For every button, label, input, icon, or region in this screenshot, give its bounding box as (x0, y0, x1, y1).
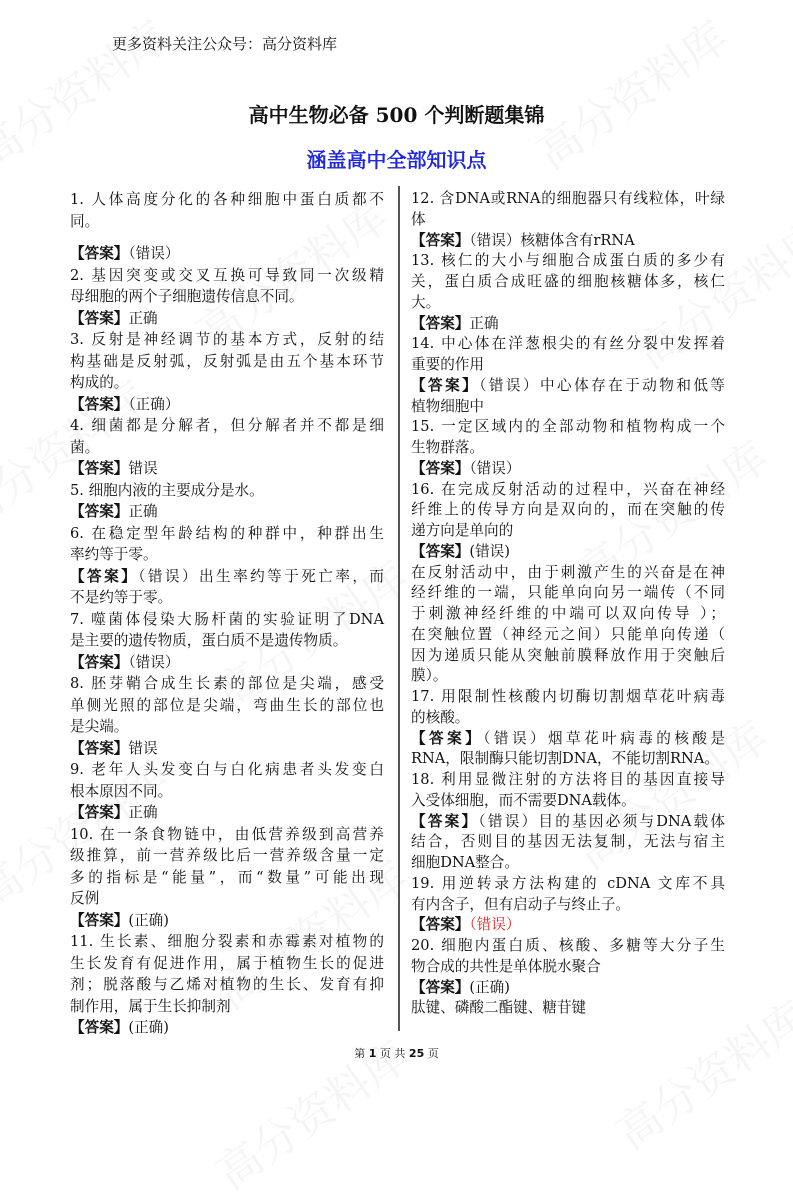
text-line: 14. 中心体在洋葱根尖的有丝分裂中发挥着 (411, 335, 725, 353)
question-item (411, 334, 725, 417)
answer-text: （错误） (469, 459, 521, 477)
answer-line (411, 397, 725, 418)
text-line: 纤维上的传导方向是双向的，而在突触的传 (411, 501, 725, 519)
answer-line (70, 652, 384, 674)
answer-text: （正确） (128, 395, 180, 413)
text-line: 1. 人体高度分化的各种细胞中蛋白质都不 (70, 191, 384, 208)
text-line: 母细胞的两个子细胞遗传信息不同。 (70, 288, 304, 305)
text-line: 9. 老年人头发变白与白化病患者头发变白 (70, 761, 384, 778)
answer-line (411, 231, 725, 252)
text-line: 率约等于零。 (70, 546, 158, 563)
text-line: 反例 (70, 890, 100, 907)
text-line: 有内含子，但有启动子与终止子。 (411, 895, 630, 913)
question-item (411, 936, 725, 1019)
answer-line (70, 1017, 384, 1039)
answer-label: 【答案】 (411, 542, 470, 560)
text-line: 4. 细菌都是分解者，但分解者并不都是细 (70, 417, 384, 434)
answer-line (70, 243, 384, 265)
answer-text: 正确 (128, 804, 158, 821)
column-divider (398, 186, 400, 1031)
text-line: 15. 一定区域内的全部动物和植物构成一个 (411, 418, 725, 436)
left-column (70, 189, 384, 1039)
answer-label: 【答案】 (70, 309, 129, 327)
text-line: 级推算，前一营养级比后一营养级含量一定 (70, 847, 384, 864)
answer-label: 【答案】 (411, 729, 484, 747)
footer-page-number: 1 (368, 1047, 377, 1060)
text-line: 13. 核仁的大小与细胞合成蛋白质的多少有 (411, 252, 725, 270)
text-line: 10. 在一条食物链中，由低营养级到高营养 (70, 825, 384, 843)
question-item (70, 329, 384, 415)
text-line: 递方向是单向的 (411, 522, 514, 539)
answer-label: 【答案】 (70, 1019, 129, 1036)
footer-total-pages: 25 (408, 1047, 425, 1060)
text-line: 12. 含DNA或RNA的细胞器只有线粒体，叶绿 (411, 190, 725, 207)
answer-text: 正确 (128, 503, 158, 520)
answer-text: 不是约等于零。 (70, 589, 173, 606)
text-line: 重要的作用 (411, 356, 484, 373)
answer-line (70, 501, 384, 523)
question-item (70, 673, 384, 759)
answer-text: (正确) (128, 1019, 169, 1036)
answer-line (70, 458, 384, 480)
answer-label: 【答案】 (411, 314, 470, 332)
text-line: 11. 生长素、细胞分裂素和赤霉素对植物的 (70, 933, 384, 950)
text-line: 生长发育有促进作用，属于植物生长的促进 (70, 954, 384, 972)
answer-text: 细胞DNA整合。 (411, 854, 519, 871)
question-item (70, 265, 384, 330)
text-line: 物合成的共性是单体脱水聚合 (411, 957, 601, 975)
text-line: 在突触位置（神经元之间）只能单向传递（ (411, 625, 725, 643)
question-item (70, 824, 384, 932)
answer-text: 错误 (128, 460, 158, 477)
text-line: 关，蛋白质合成旺盛的细胞核糖体多，核仁 (411, 273, 725, 290)
answer-line (411, 376, 725, 397)
text-line: 因为递质只能从突触前膜释放作用于突触后 (411, 646, 725, 664)
answer-label: 【答案】 (70, 503, 129, 520)
text-line: 膜）。 (411, 667, 448, 685)
answer-text: RNA，限制酶只能切割DNA，不能切割RNA。 (411, 750, 719, 768)
answer-label: 【答案】 (70, 653, 129, 671)
answer-text: （错误） (128, 245, 180, 262)
answer-line (411, 749, 725, 770)
answer-line (411, 915, 725, 936)
answer-text: 正确 (128, 309, 158, 327)
answer-text: 结合，否则目的基因无法复制，无法与宿主 (411, 833, 725, 851)
text-line: 2. 基因突变或交叉互换可导致同一次级精 (70, 266, 384, 284)
answer-line (70, 587, 384, 609)
text-line: 6. 在稳定型年龄结构的种群中，种群出生 (70, 524, 384, 542)
answer-label: 【答案】 (411, 812, 479, 830)
answer-line (411, 832, 725, 853)
text-line: 单侧光照的部位是尖端，弯曲生长的部位也 (70, 696, 384, 714)
answer-label: 【答案】 (70, 245, 129, 262)
answer-line (411, 459, 725, 480)
text-line: 于刺激神经纤维的中端可以双向传导 ）； (411, 605, 725, 622)
question-item (411, 874, 725, 936)
text-line: 5. 细胞内液的主要成分是水。 (70, 481, 264, 499)
question-item (70, 480, 384, 523)
question-item (411, 687, 725, 770)
top-note: 更多资料关注公众号：高分资料库 (112, 35, 338, 53)
text-line: 8. 胚芽鞘合成生长素的部位是尖端，感受 (70, 675, 384, 692)
question-item (411, 251, 725, 334)
answer-line (411, 314, 725, 335)
text-line: 构基础是反射弧，反射弧是由五个基本环节 (70, 352, 384, 370)
text-line: 的核酸。 (411, 708, 470, 726)
answer-label: 【答案】 (411, 376, 480, 394)
text-line: 大。 (411, 293, 441, 311)
spacer (70, 232, 384, 243)
answer-text: 正确 (469, 314, 499, 332)
answer-line (411, 853, 725, 874)
text-line: 是主要的遗传物质，蛋白质不是遗传物质。 (70, 632, 348, 649)
answer-label: 【答案】 (70, 395, 129, 413)
text-line: 制作用，属于生长抑制剂 (70, 997, 231, 1015)
answer-text: 错误 (128, 739, 158, 757)
text-line: 19. 用逆转录方法构建的 cDNA 文库不具 (411, 874, 725, 892)
text-line: 根本原因不同。 (70, 782, 173, 800)
answer-text: (正确) (469, 978, 510, 996)
answer-text: （错误）烟草花叶病毒的核酸是 (483, 729, 725, 747)
text-line: 生物群落。 (411, 439, 484, 456)
question-item (70, 931, 384, 1039)
question-item (70, 415, 384, 480)
text-line: 在反射活动中，由于刺激产生的兴奋是在神 (411, 563, 725, 581)
text-line: 经纤维的一端，只能单向向另一端传（不同 (411, 584, 725, 602)
text-line: 同。 (70, 212, 100, 230)
question-item (70, 759, 384, 824)
answer-label: 【答案】 (70, 567, 139, 585)
answer-label: 【答案】 (411, 916, 470, 934)
answer-line (70, 308, 384, 330)
answer-label: 【答案】 (70, 804, 129, 821)
answer-line (70, 910, 384, 932)
answer-label: 【答案】 (411, 459, 470, 477)
answer-text: （错误） (469, 916, 521, 934)
answer-text: （错误）目的基因必须与DNA载体 (478, 812, 725, 830)
answer-line (411, 542, 725, 563)
answer-line (411, 729, 725, 750)
question-item (411, 480, 725, 688)
answer-line (411, 978, 725, 999)
footer-suffix: 页 (427, 1047, 439, 1060)
question-item (70, 609, 384, 674)
question-item (411, 417, 725, 479)
answer-text: （错误）中心体存在于动物和低等 (479, 376, 725, 394)
question-item (70, 189, 384, 265)
answer-label: 【答案】 (70, 739, 129, 757)
text-line: 体 (411, 210, 426, 228)
text-line: 构成的。 (70, 374, 129, 391)
answer-text: （错误）出生率约等于死亡率，而 (138, 567, 384, 585)
question-item (411, 770, 725, 874)
answer-line (411, 812, 725, 833)
answer-label: 【答案】 (70, 460, 129, 477)
text-line: 入受体细胞，而不需要DNA载体。 (411, 791, 636, 809)
answer-label: 【答案】 (411, 978, 470, 996)
text-line: 7. 噬菌体侵染大肠杆菌的实验证明了DNA (70, 610, 384, 628)
right-column (411, 189, 725, 1019)
page-subtitle: 涵盖高中全部知识点 (306, 148, 487, 172)
text-line: 20. 细胞内蛋白质、核酸、多糖等大分子生 (411, 937, 725, 954)
footer-middle: 页 共 (379, 1047, 406, 1060)
text-line: 是尖端。 (70, 718, 129, 735)
footer-prefix: 第 (354, 1047, 366, 1060)
text-line: 剂；脱落酸与乙烯对植物的生长、发育有抑 (70, 976, 384, 993)
text-line: 16. 在完成反射活动的过程中，兴奋在神经 (411, 480, 725, 498)
text-line: 肽键、磷酸二酯键、糖苷键 (411, 999, 587, 1017)
page-footer (0, 1045, 793, 1061)
answer-text: （错误）核糖体含有rRNA (469, 231, 635, 249)
text-line: 3. 反射是神经调节的基本方式，反射的结 (70, 331, 384, 348)
answer-text: (错误) (469, 542, 510, 560)
text-line: 18. 利用显微注射的方法将目的基因直接导 (411, 771, 725, 788)
answer-text: (正确) (128, 911, 169, 929)
question-item (70, 523, 384, 609)
answer-line (70, 738, 384, 760)
text-line: 菌。 (70, 438, 100, 456)
answer-label: 【答案】 (70, 911, 129, 929)
page-title: 高中生物必备 500 个判断题集锦 (248, 103, 545, 127)
answer-line (70, 566, 384, 588)
text-line: 多的指标是“能量”，而“数量”可能出现 (70, 868, 384, 886)
answer-label: 【答案】 (411, 231, 470, 249)
answer-text: （错误） (128, 653, 180, 671)
answer-line (70, 394, 384, 416)
question-item (411, 189, 725, 251)
answer-text: 植物细胞中 (411, 397, 484, 415)
answer-line (70, 802, 384, 824)
text-line: 17. 用限制性核酸内切酶切割烟草花叶病毒 (411, 688, 725, 705)
